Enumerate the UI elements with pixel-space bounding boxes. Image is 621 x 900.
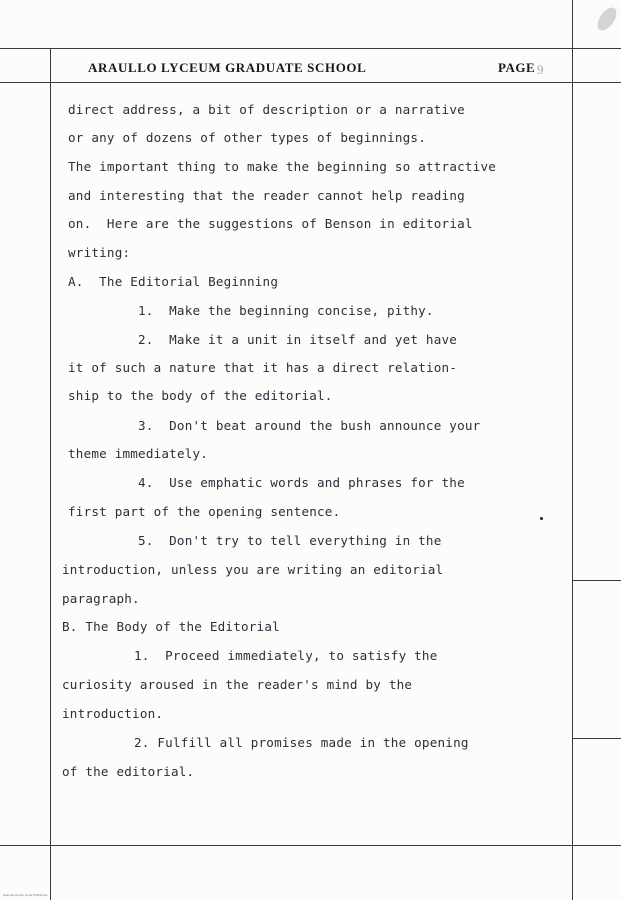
list-item: 2. Fulfill all promises made in the opening [134,735,469,750]
body-line: paragraph. [62,591,140,606]
footer-credit: National Library of the Philippines [3,893,48,897]
list-item: 5. Don't try to tell everything in the [138,533,442,548]
body-line: curiosity aroused in the reader's mind by the [62,677,413,692]
left-margin-rule [50,48,51,900]
right-tab-rule-1 [572,580,621,581]
list-item: 2. Make it a unit in itself and yet have [138,332,458,347]
page-label: PAGE [498,60,536,75]
header-rule [0,82,621,83]
body-line: ship to the body of the editorial. [68,388,333,403]
body-line: The important thing to make the beginning so attractive [68,159,497,174]
section-heading: A. The Editorial Beginning [68,274,279,289]
body-line: theme immediately. [68,446,209,461]
page-number: 9 [537,62,544,77]
school-header: ARAULLO LYCEUM GRADUATE SCHOOL [88,60,367,75]
right-tab-rule-2 [572,738,621,739]
body-line: first part of the opening sentence. [68,504,341,519]
scan-smudge [594,4,620,33]
list-item: 1. Proceed immediately, to satisfy the [134,648,438,663]
body-line: on. Here are the suggestions of Benson in editorial [68,216,473,231]
scan-dot [540,517,543,520]
footer-rule [0,845,621,846]
body-line: introduction. [62,706,164,721]
body-line: of the editorial. [62,764,195,779]
body-line: direct address, a bit of description or a narrative [68,102,465,117]
list-item: 1. Make the beginning concise, pithy. [138,303,434,318]
right-margin-rule [572,0,573,900]
body-line: introduction, unless you are writing an editorial [62,562,444,577]
body-line: or any of dozens of other types of beginnings. [68,130,426,145]
list-item: 3. Don't beat around the bush announce your [138,418,481,433]
list-item: 4. Use emphatic words and phrases for the [138,475,465,490]
body-line: and interesting that the reader cannot help reading [68,188,465,203]
body-line: writing: [68,245,131,260]
top-rule [0,48,621,49]
body-line: it of such a nature that it has a direct relation- [68,360,458,375]
section-heading: B. The Body of the Editorial [62,619,280,634]
